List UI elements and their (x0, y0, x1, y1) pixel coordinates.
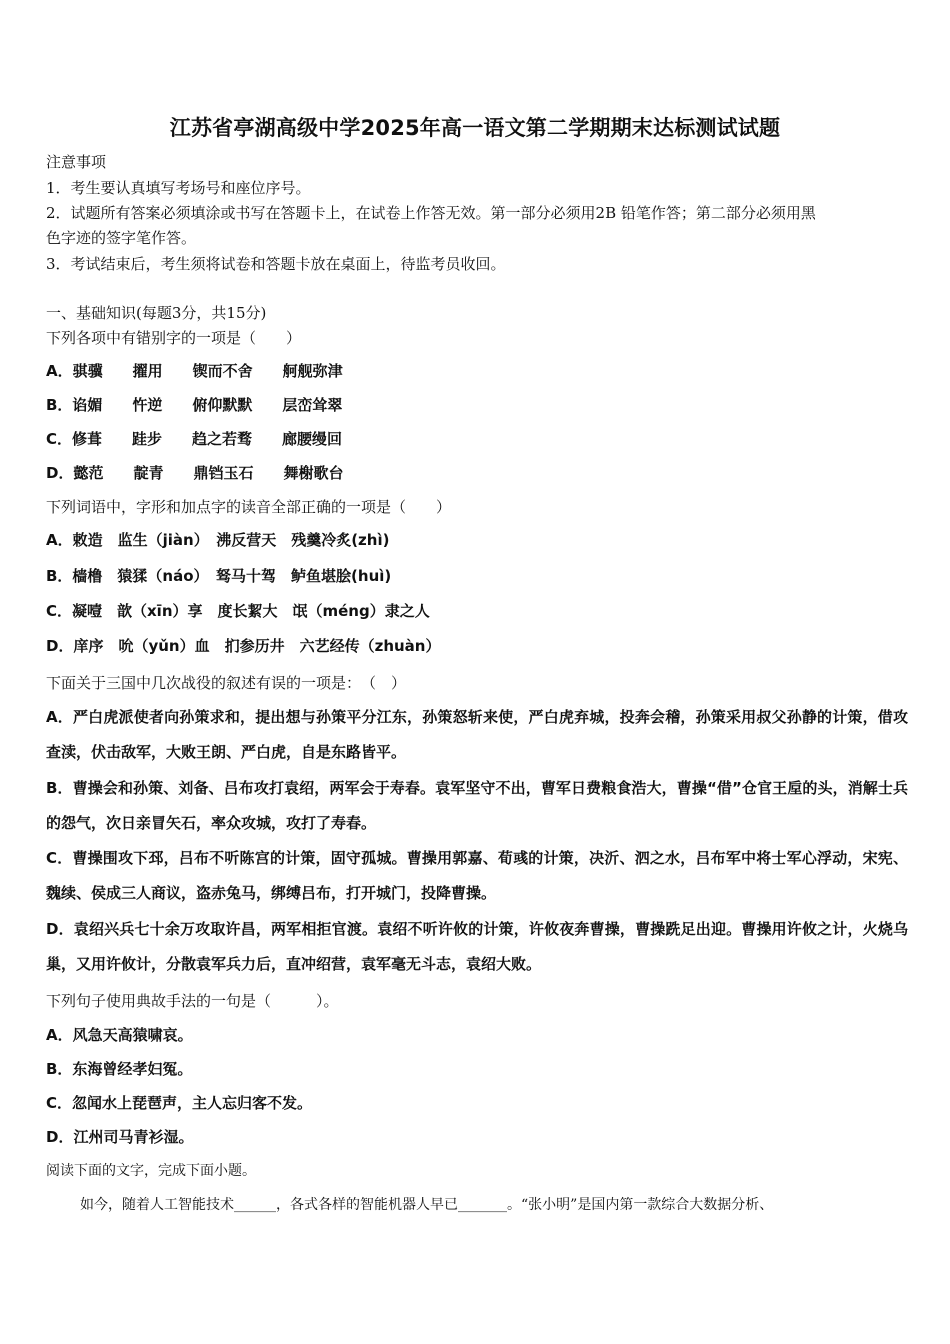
answer-option: C．修葺 跬步 趋之若骛 廊腰缦回 (46, 430, 343, 448)
notice-item: 2．试题所有答案必须填涂或书写在答题卡上，在试卷上作答无效。第一部分必须用2B 铅笔作答；第二部分必须用黑 (46, 204, 816, 222)
answer-option: D．袁绍兴兵七十余万攻取许昌，两军相拒官渡。袁绍不听许攸的计策，许攸夜奔曹操，曹操跣足出迎。曹操用许攸之计，火烧乌巢，又用许攸计，分散袁军兵力后，直冲绍营，袁军毫无斗志，袁绍大败。 (46, 920, 908, 973)
answer-option: C．凝噎 歆（xīn）享 度长絜大 氓（méng）隶之人 (46, 602, 430, 620)
answer-option: D．庠序 吮（yǔn）血 扪参历井 六艺经传（zhuàn） (46, 637, 441, 655)
section-heading: 一、基础知识(每题3分，共15分) (46, 304, 267, 322)
notice-item: 3．考试结束后，考生须将试卷和答题卡放在桌面上，待监考员收回。 (46, 255, 506, 273)
reading-instructions: 阅读下面的文字，完成下面小题。 (46, 1163, 256, 1179)
answer-option: B．谄媚 忤逆 俯仰默默 层峦耸翠 (46, 396, 343, 414)
answer-option: C．曹操围攻下邳，吕布不听陈宫的计策，固守孤城。曹操用郭嘉、荀彧的计策，决沂、泗之水，吕布军中将士军心浮动，宋宪、魏续、侯成三人商议，盗赤兔马，绑缚吕布，打开城门，投降曹操。 (46, 849, 908, 902)
question-stem: 下列各项中有错别字的一项是（ ） (46, 329, 302, 347)
answer-option: A．风急天高猿啸哀。 (46, 1026, 193, 1044)
notice-item: 1．考生要认真填写考场号和座位序号。 (46, 179, 311, 197)
notice-item: 色字迹的签字笔作答。 (46, 229, 197, 247)
exam-title: 江苏省亭湖高级中学2025年高一语文第二学期期末达标测试试题 (169, 116, 781, 140)
answer-option: B．东海曾经孝妇冤。 (46, 1060, 193, 1078)
answer-option: D．江州司马青衫湿。 (46, 1128, 194, 1146)
question-stem: 下列词语中，字形和加点字的读音全部正确的一项是（ ） (46, 498, 452, 516)
notice-heading: 注意事项 (46, 153, 107, 171)
reading-passage: 如今，随着人工智能技术______，各式各样的智能机器人早已_______。“张小明”是国内第一款综合大数据分析、 (80, 1197, 774, 1213)
question-stem: 下面关于三国中几次战役的叙述有误的一项是： （ ） (46, 674, 407, 692)
answer-option: A．骐骥 擢用 锲而不舍 舸舰弥津 (46, 362, 343, 380)
answer-option: D．懿范 靛青 鼎铛玉石 舞榭歌台 (46, 464, 344, 482)
answer-option: B．曹操会和孙策、刘备、吕布攻打袁绍，两军会于寿春。袁军坚守不出，曹军日费粮食浩大，曹操“借”仓官王垕的头，消解士兵的怨气，次日亲冒矢石，率众攻城，攻打了寿春。 (46, 779, 908, 832)
answer-option: A．严白虎派使者向孙策求和，提出想与孙策平分江东，孙策怒斩来使，严白虎弃城，投奔会稽，孙策采用叔父孙静的计策，借攻查渎，伏击敌军，大败王朗、严白虎，自是东路皆平。 (46, 708, 908, 761)
question-stem: 下列句子使用典故手法的一句是（ ）。 (46, 992, 339, 1010)
answer-option: B．樯橹 猿猱（náo） 驽马十驾 鲈鱼堪脍(huì) (46, 567, 392, 585)
answer-option: A．敕造 监生（jiàn） 沸反营天 残羹冷炙(zhì) (46, 531, 390, 549)
answer-option: C．忽闻水上琵琶声，主人忘归客不发。 (46, 1094, 313, 1112)
